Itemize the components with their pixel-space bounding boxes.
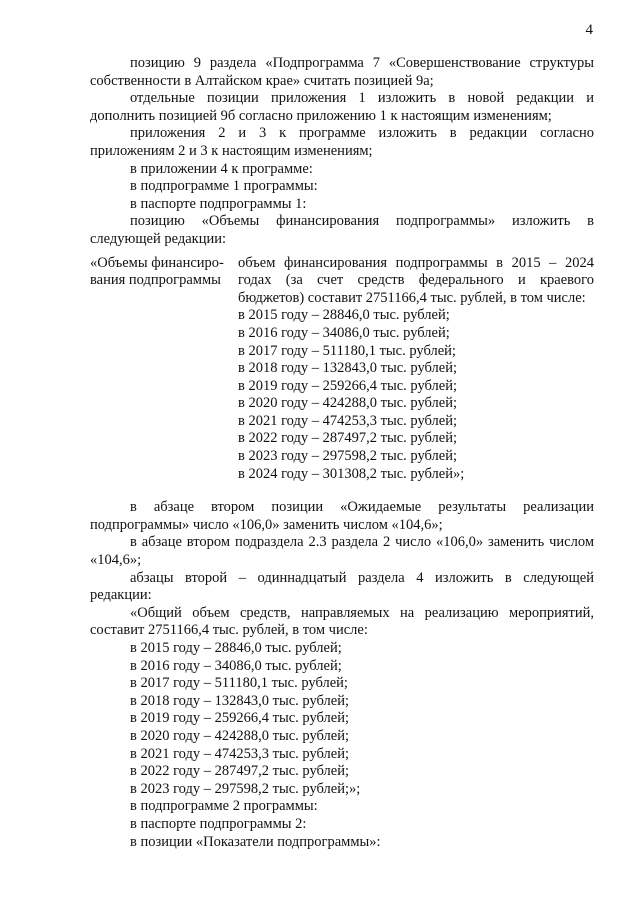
- paragraph: в подпрограмме 2 программы:: [130, 798, 318, 815]
- year-item: в 2021 году – 474253,3 тыс. рублей;: [130, 745, 350, 762]
- year-item: в 2018 году – 132843,0 тыс. рублей;: [130, 692, 350, 709]
- funding-label: «Объемы финансиро- вания подпрограммы: [90, 254, 224, 289]
- funding-intro: объем финансирования подпрограммы в 2015 – 2024 годах (за счет средств федерального и краевого бюджетов) составит 2751166,4 тыс. рублей, в том числе:: [238, 254, 594, 306]
- paragraph: в паспорте подпрограммы 2:: [130, 815, 307, 832]
- year-item: в 2017 году – 511180,1 тыс. рублей;: [130, 675, 348, 692]
- year-item: в 2015 году – 28846,0 тыс. рублей;: [130, 640, 342, 656]
- paragraph: позицию «Объемы финансирования подпрограммы» изложить в следующей редакции:: [90, 213, 594, 247]
- paragraph: позицию 9 раздела «Подпрограмма 7 «Совершенствование структуры собственности в Алтайском крае» считать позицией 9а;: [90, 55, 594, 89]
- paragraph: приложения 2 и 3 к программе изложить в редакции согласно приложениям 2 и 3 к настоящим изменениям;: [90, 125, 594, 159]
- paragraph: «Общий объем средств, направляемых на реализацию мероприятий, составит 2751166,4 тыс. рублей, в том числе:: [90, 604, 594, 639]
- paragraph: отдельные позиции приложения 1 изложить в новой редакции и дополнить позицией 9б согласно приложению 1 к настоящим изменениям;: [90, 90, 594, 124]
- year-item: в 2020 году – 424288,0 тыс. рублей;: [238, 395, 458, 412]
- year-item: в 2020 году – 424288,0 тыс. рублей;: [130, 727, 350, 744]
- funding-details: [238, 255, 594, 484]
- paragraph: абзацы второй – одиннадцатый раздела 4 изложить в следующей редакции:: [90, 569, 594, 604]
- year-item: в 2016 году – 34086,0 тыс. рублей;: [238, 324, 450, 341]
- paragraph: в позиции «Показатели подпрограммы»:: [130, 833, 381, 850]
- year-item: в 2017 году – 511180,1 тыс. рублей;: [238, 342, 456, 359]
- paragraph: в абзаце втором позиции «Ожидаемые результаты реализации подпрограммы» число «106,0» заменить числом «104,6»;: [90, 499, 594, 533]
- paragraph: в приложении 4 к программе:: [130, 160, 313, 177]
- year-item: в 2024 году – 301308,2 тыс. рублей»;: [238, 465, 465, 482]
- year-item: в 2016 году – 34086,0 тыс. рублей;: [130, 657, 342, 674]
- year-item: в 2022 году – 287497,2 тыс. рублей;: [238, 430, 458, 447]
- year-item: в 2019 году – 259266,4 тыс. рублей;: [238, 377, 458, 394]
- year-item: в 2019 году – 259266,4 тыс. рублей;: [130, 710, 350, 727]
- year-item: в 2022 году – 287497,2 тыс. рублей;: [130, 763, 350, 780]
- page-number: 4: [585, 22, 593, 38]
- paragraph: в абзаце втором подраздела 2.3 раздела 2 число «106,0» заменить числом «104,6»;: [90, 534, 594, 569]
- year-item: в 2015 году – 28846,0 тыс. рублей;: [238, 307, 450, 324]
- funding-table: [90, 255, 594, 484]
- year-item: в 2021 году – 474253,3 тыс. рублей;: [238, 412, 458, 429]
- document-body: [90, 55, 594, 851]
- funding-year-list: [238, 307, 594, 483]
- year-item: в 2023 году – 297598,2 тыс. рублей;»;: [130, 780, 361, 797]
- paragraph: в паспорте подпрограммы 1:: [130, 195, 307, 212]
- total-year-list: [90, 640, 594, 798]
- year-item: в 2023 году – 297598,2 тыс. рублей;: [238, 448, 458, 465]
- paragraph: в подпрограмме 1 программы:: [130, 178, 318, 195]
- year-item: в 2018 году – 132843,0 тыс. рублей;: [238, 360, 458, 377]
